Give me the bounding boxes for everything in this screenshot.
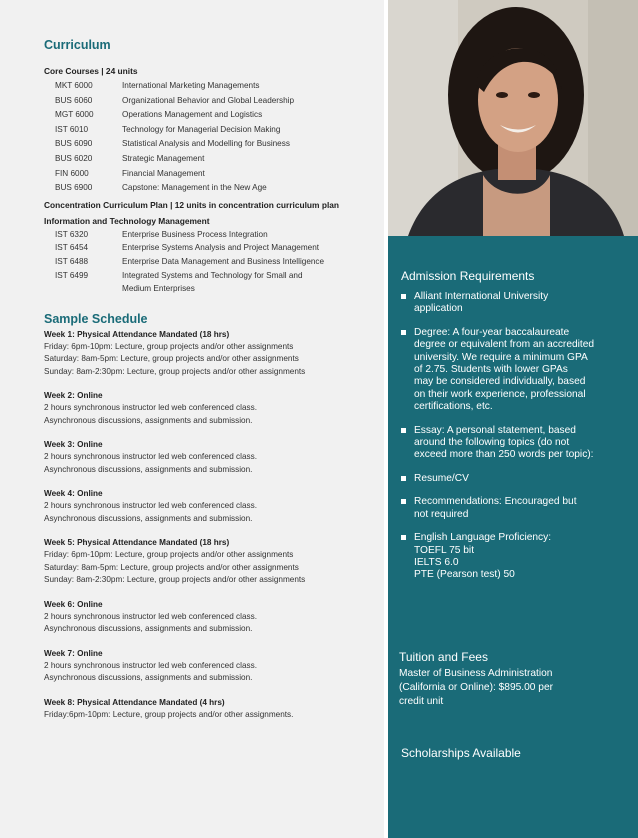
week-title: Week 6: Online [44,599,103,609]
requirement-item [401,425,629,462]
week-detail-line: Asynchronous discussions, assignments and submission. [44,673,253,683]
admission-title: Admission Requirements [401,269,535,283]
course-name: Statistical Analysis and Modelling for Business [122,139,290,149]
schedule-week-list [44,329,374,722]
info-panel [388,236,638,838]
requirement-line: Resume/CV [414,472,469,484]
week-detail-line: Saturday: 8am-5pm: Lecture, group projects and/or other assignments [44,354,299,364]
course-name: Enterprise Data Management and Business Intelligence [122,256,325,266]
core-course-list [44,79,374,196]
requirement-line: PTE (Pearson test) 50 [414,569,515,581]
bullet-square-icon [401,294,406,299]
bullet-square-icon [401,476,406,481]
course-row [44,241,374,255]
tuition-title: Tuition and Fees [399,650,488,664]
requirement-item [401,327,629,414]
requirement-line: exceed more than 250 words per topic): [414,449,594,461]
course-name: Technology for Managerial Decision Making [122,124,281,134]
requirement-line: Essay: A personal statement, based [414,424,576,436]
tuition-line: credit unit [399,696,444,707]
week-detail-line: Sunday: 8am-2:30pm: Lecture, group projects and/or other assignments [44,575,306,585]
course-code: IST 6454 [55,243,89,253]
week-detail-line: Friday: 6pm-10pm: Lecture, group projects and/or other assignments [44,550,294,560]
course-name: Strategic Management [122,153,205,163]
bullet-square-icon [401,428,406,433]
requirement-line: university. We require a minimum GPA [414,351,588,363]
schedule-week [44,537,374,587]
course-name: International Marketing Managements [122,81,260,90]
course-code: BUS 6900 [55,183,93,193]
portrait-photo [388,0,638,236]
week-title: Week 3: Online [44,440,103,450]
week-detail-line: Asynchronous discussions, assignments and submission. [44,464,253,474]
course-name: Capstone: Management in the New Age [122,183,267,193]
week-title: Week 5: Physical Attendance Mandated (18 hrs) [44,538,230,548]
course-code: IST 6010 [55,124,89,134]
schedule-week [44,488,374,525]
requirement-item [401,496,629,521]
week-title: Week 2: Online [44,391,103,401]
requirement-line: not required [414,508,469,520]
week-detail-line: Asynchronous discussions, assignments and submission. [44,624,253,634]
week-detail-line: Asynchronous discussions, assignments and submission. [44,415,253,425]
schedule-week [44,697,374,722]
course-row [44,228,374,242]
course-row [44,152,374,167]
course-code: BUS 6090 [55,139,93,149]
week-detail-line: Friday: 6pm-10pm: Lecture, group projects and/or other assignments [44,341,294,351]
requirement-line: degree or equivalent from an accredited [414,339,595,351]
course-code: BUS 6060 [55,95,93,105]
requirement-line: Alliant International University [414,291,549,302]
course-name: Financial Management [122,168,205,178]
course-code: IST 6320 [55,229,89,239]
week-detail-line: Friday:6pm-10pm: Lecture, group projects and/or other assignments. [44,709,294,719]
course-row-continued [44,282,374,296]
requirement-line: of 2.75. Students with lower GPAs [414,364,568,376]
week-title: Week 4: Online [44,489,103,499]
course-name: Organizational Behavior and Global Leadership [122,95,295,105]
course-row [44,123,374,138]
requirement-line: Degree: A four-year baccalaureate [414,326,570,338]
week-detail-line: 2 hours synchronous instructor led web conferenced class. [44,660,257,670]
course-row [44,108,374,123]
course-code: MGT 6000 [55,110,94,120]
curriculum-section [44,38,374,721]
requirement-line: application [414,303,463,315]
requirement-line: Recommendations: Encouraged but [414,496,577,508]
schedule-title: Sample Schedule [44,311,148,326]
concentration-course-list [44,228,374,296]
course-name: Enterprise Business Process Integration [122,229,268,239]
course-code: FIN 6000 [55,168,89,178]
week-detail-line: 2 hours synchronous instructor led web conferenced class. [44,403,257,413]
schedule-week [44,439,374,476]
course-row [44,137,374,152]
requirement-item [401,291,629,316]
requirement-line: may be considered individually, based [414,376,586,388]
course-code: IST 6499 [55,270,89,280]
requirement-item [401,532,629,582]
course-code: BUS 6020 [55,153,93,163]
bullet-square-icon [401,330,406,335]
bullet-square-icon [401,535,406,540]
requirement-line: around the following topics (do not [414,437,570,449]
requirement-line: TOEFL 75 bit [414,544,475,556]
schedule-week [44,390,374,427]
requirement-line: IELTS 6.0 [414,556,459,568]
course-code: MKT 6000 [55,81,93,90]
course-row [44,181,374,196]
course-row [44,167,374,182]
requirement-line: certifications, etc. [414,401,493,413]
week-detail-line: Asynchronous discussions, assignments and submission. [44,513,253,523]
admission-requirements-list [401,291,629,582]
course-code: IST 6488 [55,256,89,266]
curriculum-title: Curriculum [44,38,111,52]
concentration-name: Information and Technology Management [44,215,210,226]
week-detail-line: 2 hours synchronous instructor led web conferenced class. [44,501,257,511]
tuition-line: Master of Business Administration [399,668,553,679]
week-title: Week 8: Physical Attendance Mandated (4 hrs) [44,697,225,707]
course-name-continued: Medium Enterprises [122,284,195,294]
course-row [44,94,374,109]
week-detail-line: 2 hours synchronous instructor led web conferenced class. [44,452,257,462]
week-detail-line: Saturday: 8am-5pm: Lecture, group projects and/or other assignments [44,562,299,572]
course-row [44,255,374,269]
core-courses-heading: Core Courses | 24 units [44,66,138,76]
schedule-week [44,329,374,379]
tuition-description [399,667,629,709]
course-name: Enterprise Systems Analysis and Project Management [122,243,320,253]
course-name: Integrated Systems and Technology for Small and [122,270,303,280]
week-title: Week 7: Online [44,648,103,658]
schedule-week [44,648,374,685]
course-row [44,79,374,94]
schedule-week [44,599,374,636]
bullet-square-icon [401,499,406,504]
tuition-line: (California or Online): $895.00 per [399,682,554,693]
course-row [44,269,374,283]
requirement-item [401,473,629,485]
week-detail-line: Sunday: 8am-2:30pm: Lecture, group projects and/or other assignments [44,366,306,376]
week-title: Week 1: Physical Attendance Mandated (18 hrs) [44,329,230,339]
scholarships-label: Scholarships Available [401,746,521,760]
concentration-heading: Concentration Curriculum Plan | 12 units in concentration curriculum plan [44,199,340,210]
portrait-illustration [388,0,638,236]
week-detail-line: 2 hours synchronous instructor led web conferenced class. [44,611,257,621]
requirement-line: on their work experience, professional [414,388,586,400]
requirement-line: English Language Proficiency: [414,532,552,544]
course-name: Operations Management and Logistics [122,110,263,120]
course-code-empty [44,282,122,296]
